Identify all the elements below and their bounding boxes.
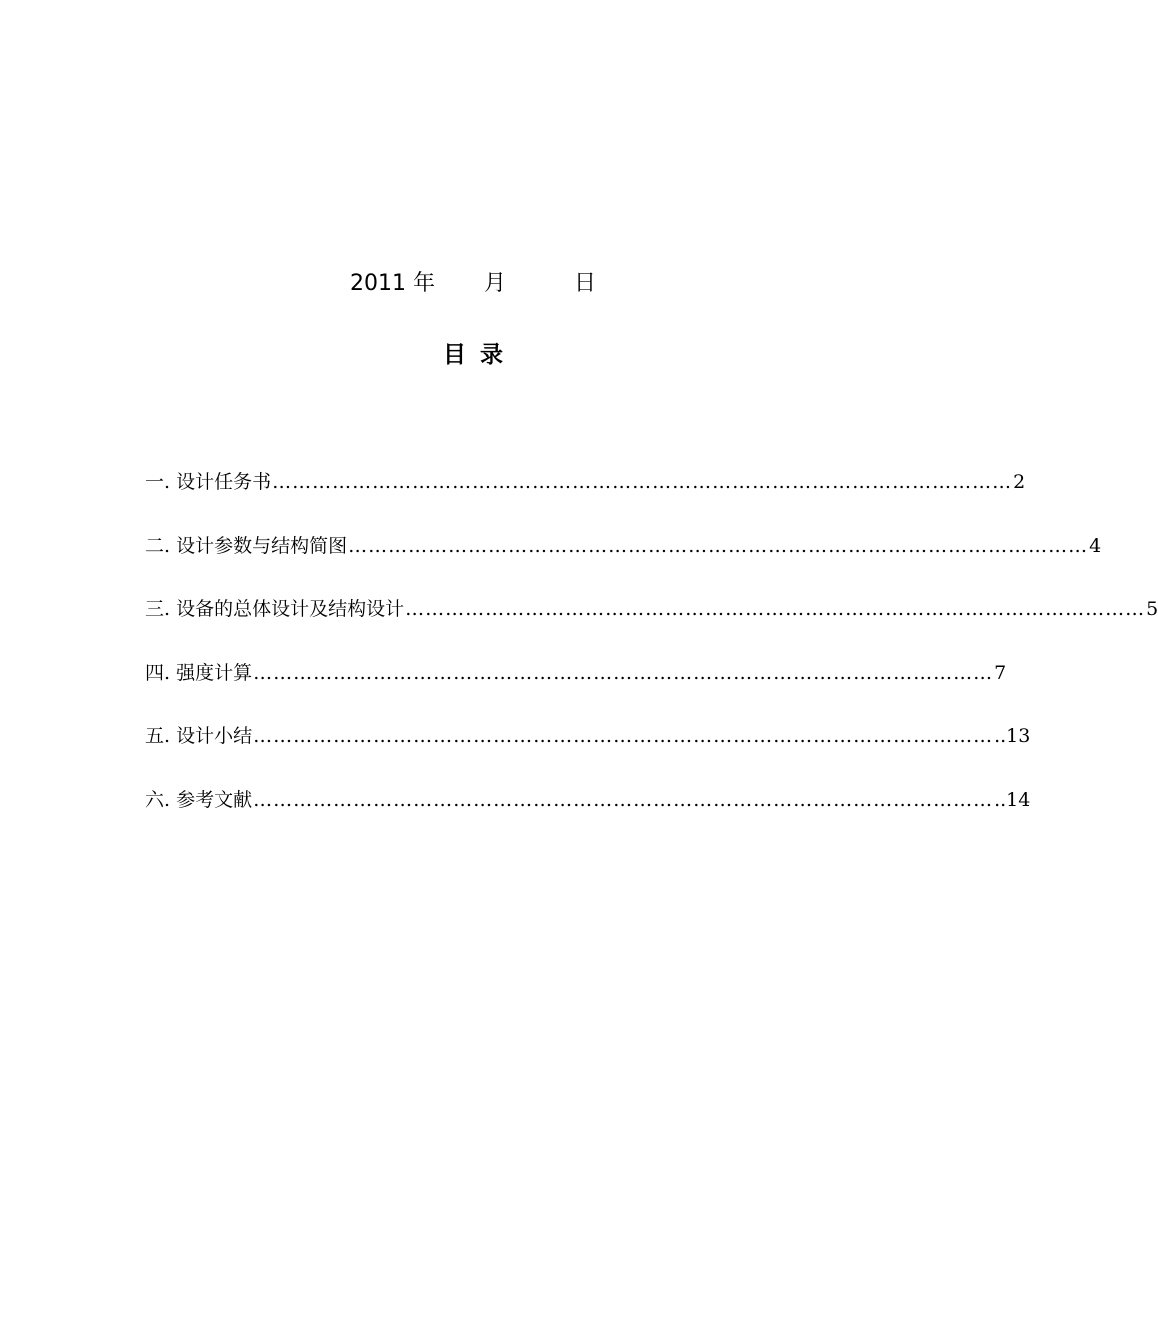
toc-entry-6[interactable] — [145, 782, 1031, 846]
date-day: 日 — [574, 271, 597, 296]
toc-entry-label: 五. 设计小结 — [145, 725, 253, 747]
toc-leader-dots: ………………………………………………………………………………………………… — [253, 725, 994, 747]
date-line — [0, 262, 950, 298]
toc-entry-label: 四. 强度计算 — [145, 661, 253, 684]
toc-entry-label: 一. 设计任务书 — [145, 471, 272, 493]
toc-entry-label: 六. 参考文献 — [145, 788, 253, 811]
toc-leader-dots: ………………………………………………………………………………………………… — [253, 661, 994, 684]
toc-entry-page: 4 — [1089, 534, 1102, 557]
toc-entry-page: ..13 — [994, 725, 1031, 747]
toc-leader-dots: ………………………………………………………………………………………………… — [348, 534, 1089, 557]
toc-title: 目录 — [443, 342, 517, 368]
toc-entry-1[interactable] — [145, 464, 1026, 528]
toc-leader-dots: ………………………………………………………………………………………………… — [272, 471, 1013, 493]
toc-entry-label: 三. 设备的总体设计及结构设计 — [145, 598, 405, 620]
toc-entry-5[interactable] — [145, 718, 1031, 782]
date-month: 月 — [484, 271, 507, 296]
toc-leader-dots: ………………………………………………………………………………………………… — [405, 598, 1146, 620]
toc-entry-4[interactable] — [145, 655, 1007, 719]
date-year: 2011 年 — [350, 271, 435, 296]
toc-entry-page: 2 — [1013, 471, 1026, 493]
toc-entry-page: 7 — [994, 661, 1007, 684]
toc-entry-page: ..14 — [994, 788, 1031, 811]
toc-entry-page: 5 — [1146, 598, 1158, 620]
table-of-contents — [145, 464, 1158, 845]
toc-entry-label: 二. 设计参数与结构简图 — [145, 534, 348, 557]
toc-entry-3[interactable] — [145, 591, 1158, 655]
toc-entry-2[interactable] — [145, 528, 1102, 592]
toc-leader-dots: ………………………………………………………………………………………………… — [253, 788, 994, 811]
